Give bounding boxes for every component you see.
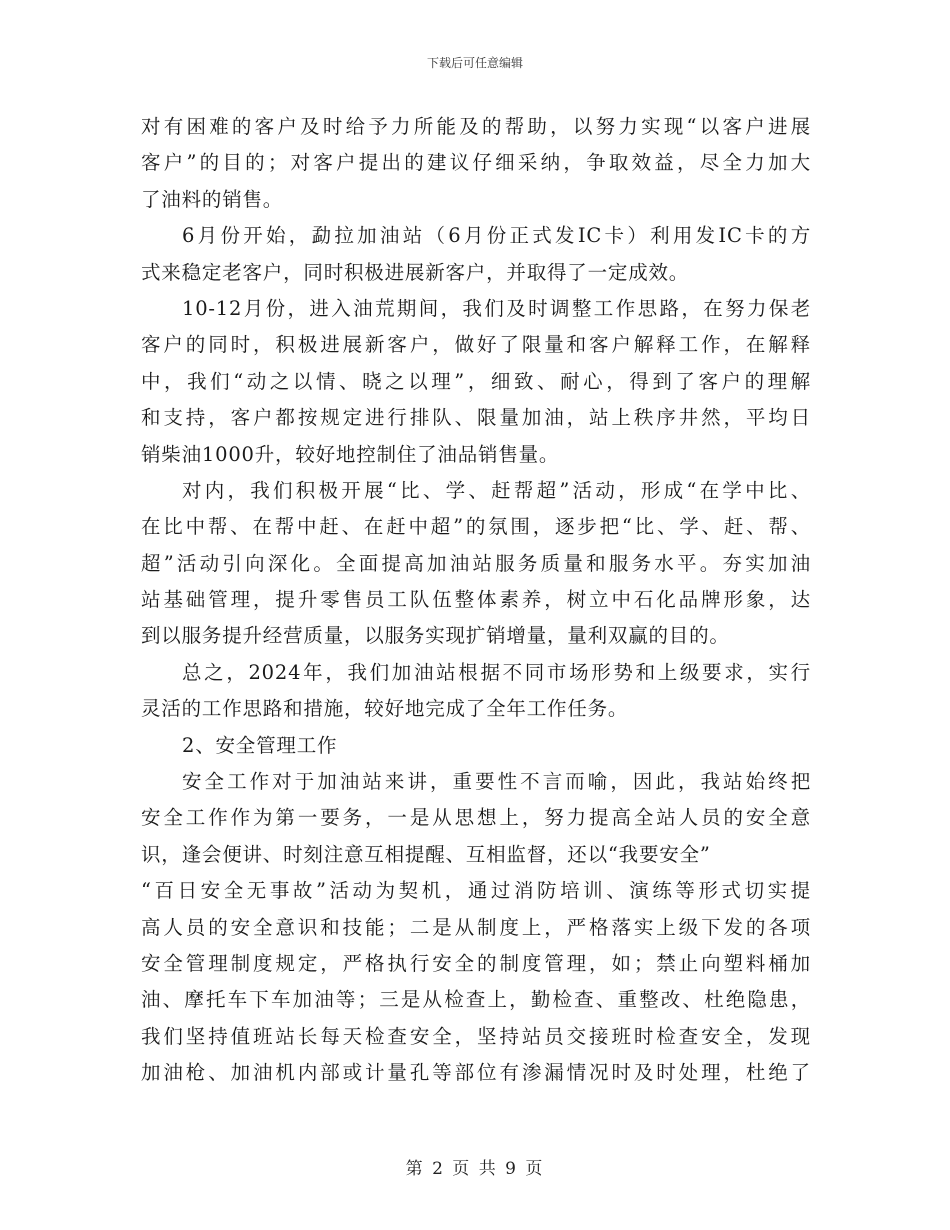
text-line: 超”活动引向深化。全面提高加油站服务质量和服务水平。夯实加油	[141, 551, 811, 575]
text-line: 销柴油1000升，较好地控制住了油品销售量。	[141, 442, 560, 466]
text-line: 中，我们“动之以情、晓之以理”，细致、耐心，得到了客户的理解	[141, 369, 811, 393]
text-line: 安全工作作为第一要务，一是从思想上，努力提高全站人员的安全意	[141, 806, 811, 830]
text-line: 识，逢会便讲、时刻注意互相提醒、互相监督，还以“我要安全”	[141, 842, 711, 866]
text-line: 对内，我们积极开展“比、学、赶帮超”活动，形成“在学中比、	[182, 478, 811, 502]
text-line: 10-12月份，进入油荒期间，我们及时调整工作思路，在努力保老	[182, 296, 811, 320]
text-line: 式来稳定老客户，同时积极进展新客户，并取得了一定成效。	[141, 260, 690, 284]
text-line: 了油料的销售。	[141, 187, 284, 211]
text-line: 在比中帮、在帮中赶、在赶中超”的氛围，逐步把“比、学、赶、帮、	[141, 515, 811, 539]
text-line: 和支持，客户都按规定进行排队、限量加油，站上秩序井然，平均日	[141, 406, 811, 430]
text-line: 客户的同时，积极进展新客户，做好了限量和客户解释工作，在解释	[141, 333, 811, 357]
text-line: 客户”的目的；对客户提出的建议仔细采纳，争取效益，尽全力加大	[141, 151, 811, 175]
text-line: 2、安全管理工作	[182, 733, 338, 757]
text-line: 高人员的安全意识和技能；二是从制度上，严格落实上级下发的各项	[141, 915, 811, 939]
text-line: 我们坚持值班站长每天检查安全，坚持站员交接班时检查安全，发现	[141, 1024, 811, 1048]
text-line: 安全管理制度规定，严格执行安全的制度管理，如；禁止向塑料桶加	[141, 951, 811, 975]
document-body	[141, 109, 811, 1092]
page-header: 下载后可任意编辑	[426, 56, 523, 70]
text-line: 6月份开始，勐拉加油站（6月份正式发IC卡）利用发IC卡的方	[182, 224, 811, 248]
text-line: 加油枪、加油机内部或计量孔等部位有渗漏情况时及时处理，杜绝了	[141, 1061, 811, 1085]
text-line: 油、摩托车下车加油等；三是从检查上，勤检查、重整改、杜绝隐患，	[141, 988, 811, 1012]
text-line: 站基础管理，提升零售员工队伍整体素养，树立中石化品牌形象，达	[141, 588, 811, 612]
text-line: 安全工作对于加油站来讲，重要性不言而喻，因此，我站始终把	[182, 770, 811, 794]
text-line: 灵活的工作思路和措施，较好地完成了全年工作任务。	[141, 697, 629, 721]
text-line: 总之，2024年，我们加油站根据不同市场形势和上级要求，实行	[182, 660, 811, 684]
text-line: 到以服务提升经营质量，以服务实现扩销增量，量利双赢的目的。	[141, 624, 730, 648]
page-number: 第 2 页 共 9 页	[405, 1159, 545, 1179]
text-line: “百日安全无事故”活动为契机，通过消防培训、演练等形式切实提	[141, 879, 811, 903]
text-line: 对有困难的客户及时给予力所能及的帮助，以努力实现“以客户进展	[141, 115, 811, 138]
